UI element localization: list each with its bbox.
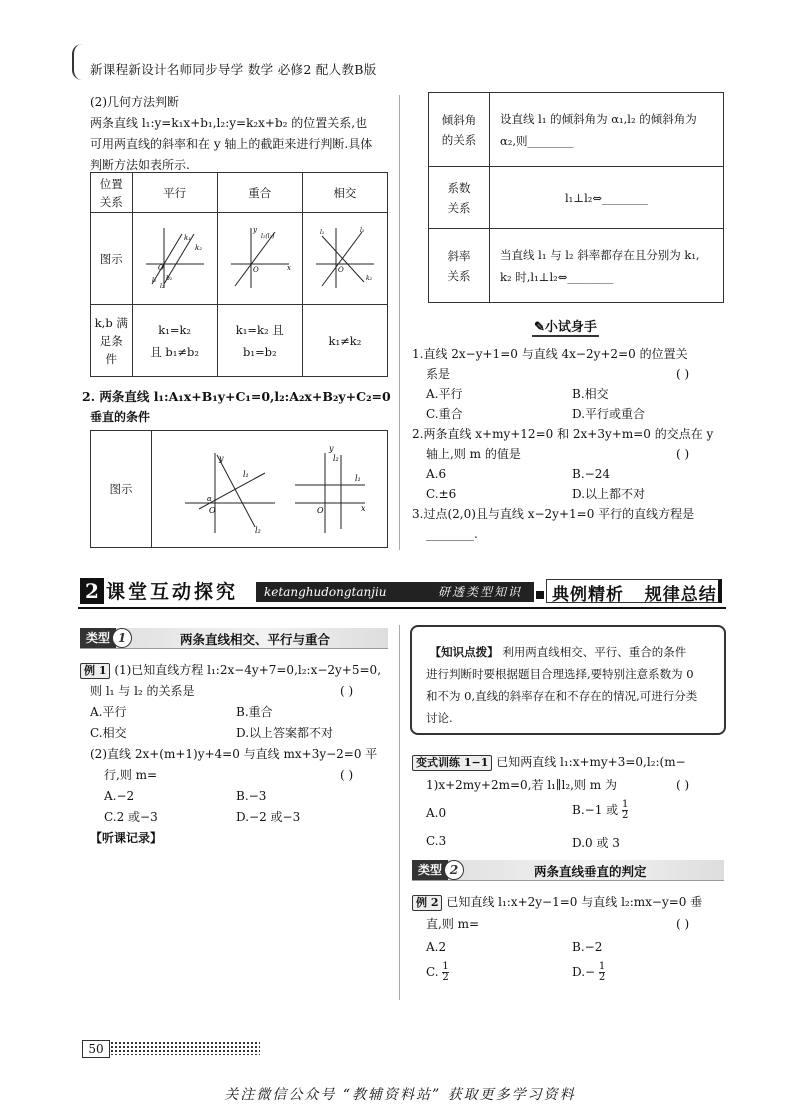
svg-text:y: y	[328, 443, 334, 453]
page-number: 50	[82, 1040, 110, 1058]
q1-line2: 系是	[426, 367, 451, 381]
perp-fig-label: 图示	[91, 431, 152, 548]
q1-paren: ( )	[676, 367, 690, 381]
ex1-opt-a: A.平行	[90, 705, 127, 719]
rt-cell-1-line1: 设直线 l₁ 的倾斜角为 α₁,l₂ 的倾斜角为	[500, 111, 697, 126]
svg-text:O: O	[157, 264, 164, 272]
q3-line2: ________.	[426, 527, 478, 541]
footer-note: 关注微信公众号 “教辅资料站” 获取更多学习资料	[224, 1087, 576, 1103]
type2-num: 2	[444, 860, 464, 880]
svg-text:x: x	[360, 503, 366, 513]
ex1-opt-c: C.相交	[90, 726, 127, 740]
perp-condition-table	[428, 92, 724, 303]
cond-parallel-2: 且 b₁≠b₂	[150, 344, 200, 359]
coincide-figure	[217, 213, 302, 305]
ex1-opt2-d: D.−2 或−3	[236, 810, 301, 824]
rt-cell-3-line1: 当直线 l₁ 与 l₂ 斜率都存在且分别为 k₁,	[500, 247, 700, 262]
q2-opt-d: D.以上都不对	[572, 487, 646, 501]
ex1-line3: (2)直线 2x+(m+1)y+4=0 与直线 mx+3y−2=0 平	[90, 747, 378, 761]
banner-bar	[256, 582, 534, 602]
cond-coincide-1: k₁=k₂ 且	[235, 322, 284, 337]
var1-opt-b: B.−1 或 $\frac{1}{2}$	[572, 799, 629, 821]
column-divider-bottom	[399, 625, 400, 1000]
intersect-figure	[302, 213, 387, 305]
knowledge-tip-box	[410, 625, 726, 735]
var1-badge: 变式训练 1−1	[412, 755, 492, 771]
perp-figure-table	[90, 430, 388, 548]
ex2-badge: 例 2	[412, 895, 442, 911]
perp-figures	[152, 431, 388, 548]
svg-text:O: O	[252, 266, 259, 274]
rt-label-2: 系数 关系	[429, 167, 490, 229]
try-title: ✎小试身手	[532, 316, 599, 337]
type1-title: 两条直线相交、平行与重合	[180, 632, 331, 647]
tip-line-1: 【知识点拨】 利用两直线相交、平行、重合的条件	[429, 645, 687, 659]
row-figure-label: 图示	[91, 213, 133, 305]
intro-line-3: 判断方法如表所示.	[90, 158, 190, 172]
type2-label: 类型	[412, 860, 448, 880]
banner-number: 2	[80, 578, 104, 604]
svg-text:l₁: l₁	[242, 469, 249, 479]
svg-text:α: α	[206, 494, 212, 503]
q2-opt-b: B.−24	[572, 467, 610, 481]
rt-cell-3	[490, 229, 724, 303]
th-parallel: 平行	[132, 173, 217, 213]
ex1-opt2-a: A.−2	[104, 789, 135, 803]
svg-text:b₂: b₂	[165, 275, 172, 282]
var1-opt-a: A.0	[426, 806, 447, 820]
tip-line-2: 进行判断时要根据题目合理选择,要特别注意系数为 0	[426, 667, 694, 681]
ex1-line4: 行,则 m=	[104, 768, 158, 782]
th-relation: 位置 关系	[91, 173, 133, 213]
parallel-lines-graph	[140, 222, 210, 292]
rt-cell-3-line2: k₂ 时,l₁⊥l₂⇔________	[500, 269, 614, 284]
banner-sub: 研透类型知识	[437, 585, 522, 599]
var1-opt-c: C.3	[426, 834, 447, 848]
header-brace	[72, 44, 84, 80]
rt-label-1: 倾斜角 的关系	[429, 93, 490, 167]
coincide-lines-graph	[225, 222, 295, 292]
ex1-notes: 【听课记录】	[90, 831, 163, 845]
ex1-badge: 例 1	[80, 663, 110, 679]
ex1-paren2: ( )	[340, 768, 354, 782]
svg-text:k₂: k₂	[194, 244, 202, 252]
position-relation-table	[90, 172, 388, 377]
svg-text:l₂: l₂	[332, 453, 339, 463]
banner-square-icon	[536, 591, 544, 599]
svg-text:l₂: l₂	[254, 525, 261, 535]
parallel-figure	[132, 213, 217, 305]
q2-opt-c: C.±6	[426, 487, 457, 501]
q1-opt-c: C.重合	[426, 407, 463, 421]
svg-text:y: y	[218, 453, 224, 463]
q1-opt-d: D.平行或重合	[572, 407, 646, 421]
svg-text:l₂: l₂	[159, 283, 164, 290]
ex1-opt-b: B.重合	[236, 705, 273, 719]
svg-text:x: x	[286, 264, 291, 272]
tip-line-4: 讨论.	[426, 711, 453, 725]
intersect-lines-graph	[310, 222, 380, 292]
svg-text:O: O	[337, 266, 344, 274]
banner-right: 典例精析 规律总结	[552, 585, 717, 605]
intro-line-2: 可用两直线的斜率和在 y 轴上的截距来进行判断.具体	[90, 137, 373, 151]
var1-line2: 1)x+2my+2m=0,若 l₁∥l₂,则 m 为	[426, 778, 617, 792]
cond-intersect: k₁≠k₂	[302, 305, 387, 377]
ex1-paren: ( )	[340, 684, 354, 698]
svg-text:k₁: k₁	[183, 234, 191, 242]
svg-text:O: O	[208, 505, 216, 515]
perp-lines-graphs	[155, 433, 385, 543]
page-number-dots	[110, 1041, 260, 1055]
banner-title: 课堂互动探究	[106, 581, 239, 603]
ex1-opt2-b: B.−3	[236, 789, 267, 803]
ex2-paren: ( )	[676, 917, 690, 931]
svg-text:y: y	[252, 226, 257, 234]
ex2-opt-a: A.2	[426, 940, 447, 954]
svg-text:l₂: l₂	[359, 227, 365, 234]
q1-opt-a: A.平行	[426, 387, 463, 401]
column-divider-top	[399, 95, 400, 550]
ex2-opt-d: D.− $\frac{1}{2}$	[572, 961, 606, 983]
var1-paren: ( )	[676, 778, 690, 792]
q2-opt-a: A.6	[426, 467, 447, 481]
rt-cell-1-line2: α₂,则________	[500, 133, 574, 148]
q2-line2: 轴上,则 m 的值是	[426, 447, 521, 461]
cond-coincide-2: b₁=b₂	[242, 344, 277, 359]
th-intersect: 相交	[302, 173, 387, 213]
ex1-line2: 则 l₁ 与 l₂ 的关系是	[90, 684, 195, 698]
running-header: 新课程新设计名师同步导学 数学 必修2 配人教B版	[90, 62, 377, 77]
svg-text:l₁(l₂): l₁(l₂)	[260, 233, 275, 240]
q3-line1: 3.过点(2,0)且与直线 x−2y+1=0 平行的直线方程是	[412, 507, 695, 521]
row-cond-label: k,b 满 足条 件	[91, 305, 133, 377]
section-title: (2)几何方法判断	[90, 95, 179, 109]
banner-pinyin: ketanghudongtanjiu	[264, 585, 387, 599]
perp-title-1: 2. 两条直线 l₁:A₁x+B₁y+C₁=0,l₂:A₂x+B₂y+C₂=0	[82, 389, 391, 404]
ex1-opt-d: D.以上答案都不对	[236, 726, 334, 740]
cond-parallel	[132, 305, 217, 377]
cond-coincide	[217, 305, 302, 377]
tip-line-3: 和不为 0,直线的斜率存在和不存在的情况,可进行分类	[426, 689, 698, 703]
svg-text:l₁: l₁	[354, 473, 361, 483]
ex2-opt-c: C. $\frac{1}{2}$	[426, 961, 449, 983]
cond-parallel-1: k₁=k₂	[158, 322, 192, 337]
th-coincide: 重合	[217, 173, 302, 213]
intro-line-1: 两条直线 l₁:y=k₁x+b₁,l₂:y=k₂x+b₂ 的位置关系,也	[90, 116, 368, 130]
type2-bar	[412, 860, 724, 881]
perp-title-2: 垂直的条件	[90, 410, 151, 424]
type2-title: 两条直线垂直的判定	[534, 864, 647, 879]
q1-line1: 1.直线 2x−y+1=0 与直线 4x−2y+2=0 的位置关	[412, 347, 688, 361]
svg-text:k₂: k₂	[365, 275, 372, 282]
ex2-opt-b: B.−2	[572, 940, 603, 954]
pencil-icon: ✎	[534, 320, 545, 335]
q2-paren: ( )	[676, 447, 690, 461]
q2-line1: 2.两条直线 x+my+12=0 和 2x+3y+m=0 的交点在 y	[412, 427, 714, 441]
type1-num: 1	[112, 628, 132, 648]
svg-text:O: O	[316, 505, 324, 515]
var1-opt-d: D.0 或 3	[572, 836, 620, 850]
var1-line1: 变式训练 1−1 已知两直线 l₁:x+my+3=0,l₂:(m−	[412, 752, 686, 773]
rt-cell-1	[490, 93, 724, 167]
type1-bar	[80, 628, 388, 649]
rt-cell-2: l₁⊥l₂⇔________	[490, 167, 724, 229]
ex1-line1: 例 1 (1)已知直线方程 l₁:2x−4y+7=0,l₂:x−2y+5=0,	[80, 660, 381, 681]
type1-label: 类型	[80, 628, 116, 648]
ex2-line1: 例 2 已知直线 l₁:x+2y−1=0 与直线 l₂:mx−y=0 垂	[412, 892, 702, 913]
ex2-line2: 直,则 m=	[426, 917, 480, 931]
svg-text:l₁: l₁	[319, 229, 325, 236]
q1-opt-b: B.相交	[572, 387, 609, 401]
rt-label-3: 斜率 关系	[429, 229, 490, 303]
svg-text:l₁: l₁	[151, 277, 156, 284]
ex1-opt2-c: C.2 或−3	[104, 810, 158, 824]
